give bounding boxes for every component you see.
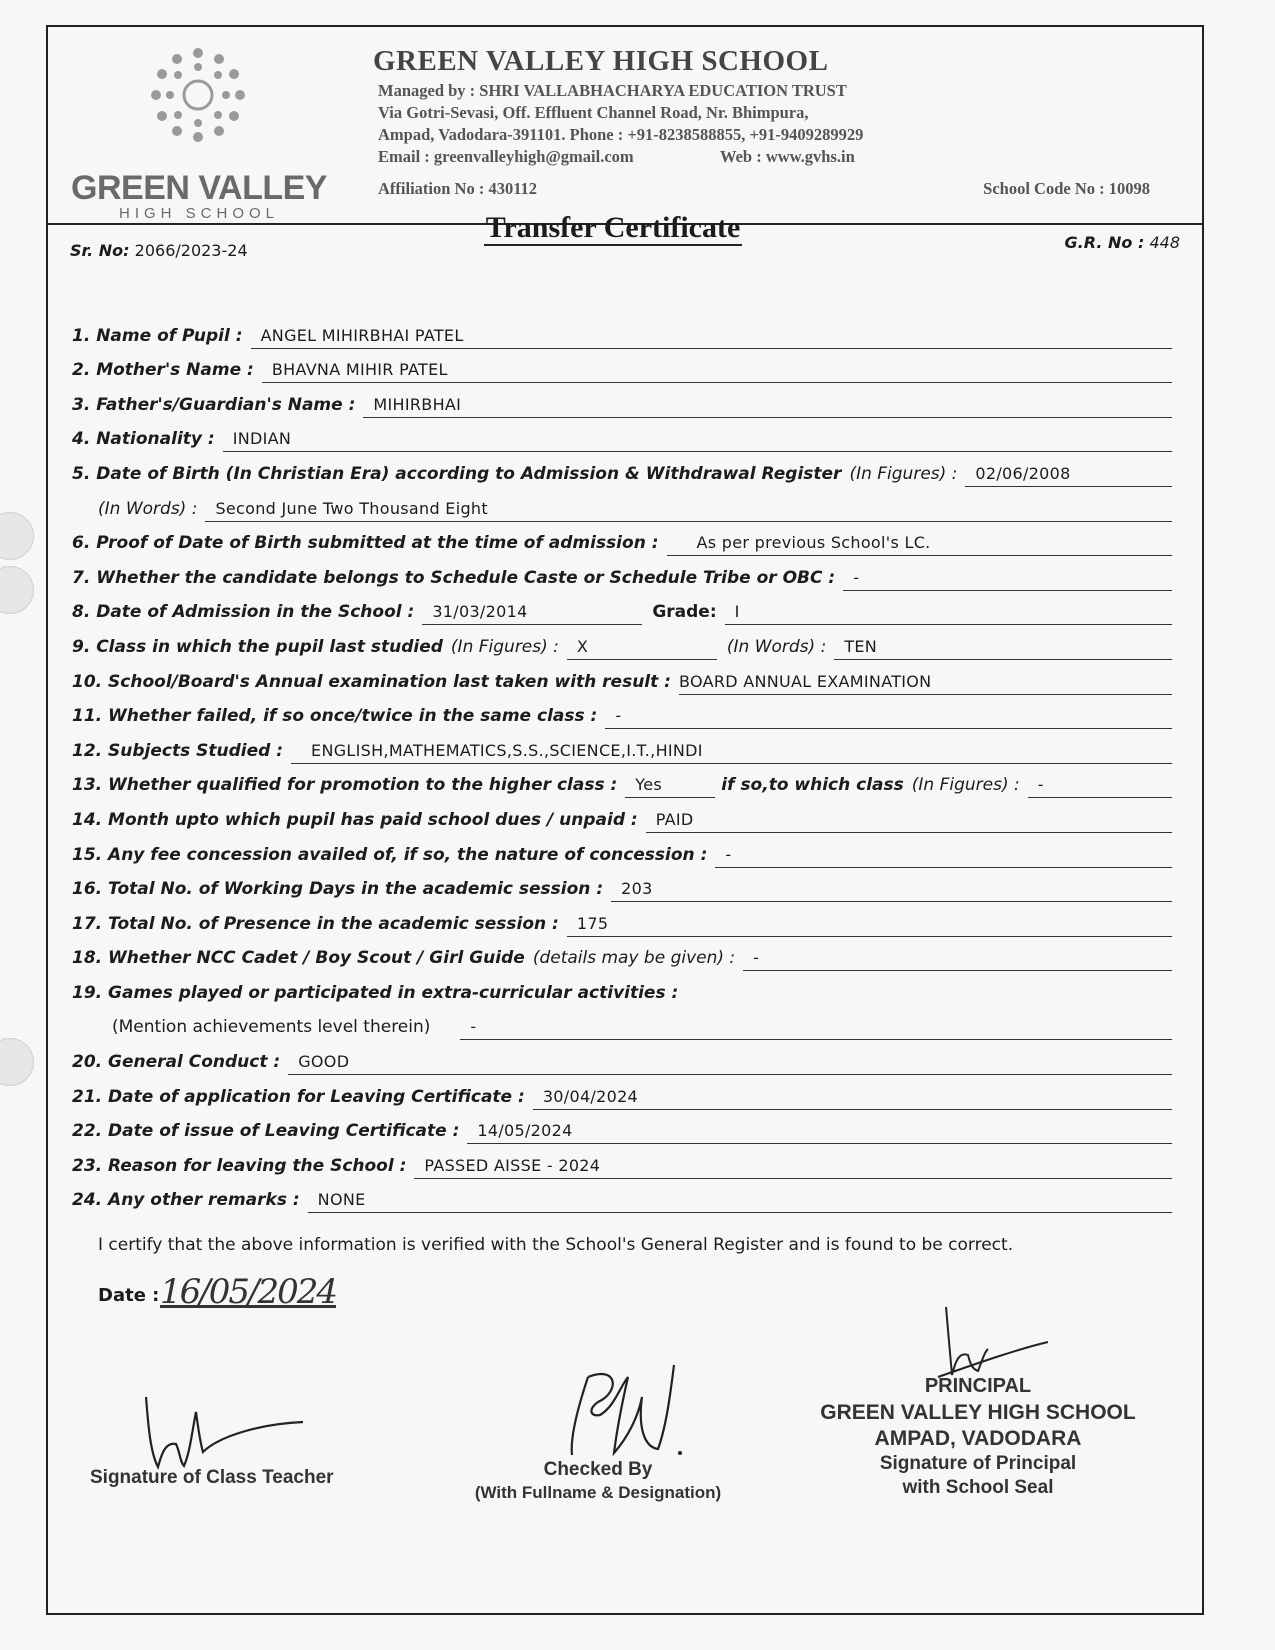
field-label: 9. Class in which the pupil last studied — [72, 636, 443, 657]
field-row — [72, 556, 1172, 591]
checked-by-subtitle: (With Fullname & Designation) — [474, 1483, 722, 1502]
principal-label-seal: with School Seal — [902, 1477, 1054, 1498]
document-title-wrap — [48, 211, 1178, 245]
field-row — [72, 798, 1172, 833]
field-label: 6. Proof of Date of Birth submitted at the time of admission : — [72, 533, 659, 554]
punch-hole — [0, 512, 34, 560]
seal-school-name: GREEN VALLEY HIGH SCHOOL — [820, 1401, 1136, 1424]
field-label: 20. General Conduct : — [72, 1052, 281, 1073]
field-label: 3. Father's/Guardian's Name : — [72, 394, 356, 415]
field-label: 8. Date of Admission in the School : — [72, 602, 415, 623]
certificate-fields — [72, 314, 1172, 1213]
field-label-note: (Mention achievements level therein) — [112, 1017, 431, 1038]
checked-by-signature — [558, 1357, 688, 1467]
field-row — [72, 764, 1172, 799]
field-value: X — [567, 637, 717, 660]
field-label-details: (details may be given) : — [532, 948, 736, 969]
field-label: 23. Reason for leaving the School : — [72, 1155, 407, 1176]
field-value: INDIAN — [223, 429, 1172, 452]
field-value: PASSED AISSE - 2024 — [414, 1156, 1172, 1179]
field-row — [72, 383, 1172, 418]
grade-label: Grade: — [652, 602, 717, 623]
seal-location: AMPAD, VADODARA — [874, 1427, 1082, 1450]
gr-number — [1065, 233, 1180, 252]
field-label-figures: (In Figures) : — [911, 775, 1020, 796]
field-value: GOOD — [288, 1052, 1172, 1075]
field-label: 21. Date of application for Leaving Certificate : — [72, 1086, 525, 1107]
field-row — [72, 1040, 1172, 1075]
field-label: 1. Name of Pupil : — [72, 325, 243, 346]
field-row — [72, 487, 1172, 522]
serial-label: Sr. No: — [70, 241, 130, 260]
field-label: 13. Whether qualified for promotion to the higher class : — [72, 775, 618, 796]
field-row — [72, 660, 1172, 695]
school-logo — [64, 45, 334, 222]
checked-by-label: Checked By — [543, 1459, 653, 1480]
field-row — [72, 695, 1172, 730]
logo-name: GREEN VALLEY — [71, 169, 327, 207]
punch-hole — [0, 1038, 34, 1086]
school-name: GREEN VALLEY HIGH SCHOOL — [373, 45, 829, 77]
principal-signature — [908, 1297, 1058, 1387]
field-row — [72, 314, 1172, 349]
letterhead — [48, 27, 1202, 225]
field-value: - — [605, 706, 1172, 729]
field-label: 14. Month upto which pupil has paid school dues / unpaid : — [72, 809, 638, 830]
field-label-words: (In Words) : — [726, 636, 827, 657]
field-label: 7. Whether the candidate belongs to Schedule Caste or Schedule Tribe or OBC : — [72, 567, 836, 588]
gr-label: G.R. No : — [1064, 233, 1145, 252]
field-value: 203 — [611, 879, 1172, 902]
field-label: 18. Whether NCC Cadet / Boy Scout / Girl Guide — [72, 948, 525, 969]
field-value: As per previous School's LC. — [667, 533, 1172, 556]
field-row — [72, 971, 1172, 1006]
field-row — [72, 1006, 1172, 1041]
field-value: 02/06/2008 — [965, 464, 1172, 487]
field-label: if so,to which class — [721, 775, 904, 796]
field-row — [72, 522, 1172, 557]
logo-subtitle: HIGH SCHOOL — [118, 205, 279, 222]
field-value: PAID — [646, 810, 1172, 833]
field-value: 14/05/2024 — [467, 1121, 1172, 1144]
certification-statement: I certify that the above information is verified with the School's General Register and is found to be correct. — [98, 1235, 1014, 1255]
field-value: NONE — [308, 1190, 1172, 1213]
field-label: 24. Any other remarks : — [72, 1190, 300, 1211]
field-row — [72, 591, 1172, 626]
managed-by: Managed by : SHRI VALLABHACHARYA EDUCATION TRUST — [378, 81, 847, 100]
field-value: Yes — [625, 775, 715, 798]
field-value: - — [460, 1017, 1172, 1040]
grade-value: I — [725, 602, 1172, 625]
field-label: 2. Mother's Name : — [72, 360, 254, 381]
field-row — [72, 418, 1172, 453]
field-row — [72, 868, 1172, 903]
affiliation-number: Affiliation No : 430112 — [378, 179, 538, 198]
seal-principal: PRINCIPAL — [924, 1375, 1032, 1397]
class-teacher-label: Signature of Class Teacher — [90, 1467, 334, 1488]
punch-hole — [0, 566, 34, 614]
flower-emblem-icon — [148, 45, 248, 145]
field-value: BHAVNA MIHIR PATEL — [262, 360, 1172, 383]
field-label: 17. Total No. of Presence in the academic session : — [72, 913, 559, 934]
address-line-1: Via Gotri-Sevasi, Off. Effluent Channel Road, Nr. Bhimpura, — [378, 103, 809, 122]
field-value: - — [715, 845, 1172, 868]
certificate-frame — [46, 25, 1204, 1615]
field-value: ENGLISH,MATHEMATICS,S.S.,SCIENCE,I.T.,HINDI — [291, 741, 1172, 764]
website: Web : www.gvhs.in — [720, 147, 855, 166]
field-label: 4. Nationality : — [72, 429, 215, 450]
handwritten-date: 16/05/2024 — [160, 1272, 336, 1312]
field-value: 31/03/2014 — [422, 602, 642, 625]
field-label-words: (In Words) : — [98, 498, 198, 519]
field-row — [72, 1179, 1172, 1214]
field-row — [72, 729, 1172, 764]
gr-value: 448 — [1149, 233, 1180, 252]
field-row — [72, 833, 1172, 868]
field-value: 175 — [567, 914, 1172, 937]
field-row — [72, 937, 1172, 972]
field-label: 22. Date of issue of Leaving Certificate : — [72, 1121, 460, 1142]
field-label-figures: (In Figures) : — [450, 636, 559, 657]
field-label: 15. Any fee concession availed of, if so, the nature of concession : — [72, 844, 708, 865]
document-title: Transfer Certificate — [485, 211, 741, 244]
date-label: Date : — [98, 1285, 160, 1306]
field-label-figures: (In Figures) : — [849, 463, 958, 484]
field-value: 30/04/2024 — [533, 1087, 1172, 1110]
principal-label: Signature of Principal — [879, 1453, 1077, 1474]
field-row — [72, 902, 1172, 937]
field-value: MIHIRBHAI — [363, 395, 1172, 418]
field-label: 5. Date of Birth (In Christian Era) according to Admission & Withdrawal Register — [72, 463, 842, 484]
field-row — [72, 1075, 1172, 1110]
field-value: BOARD ANNUAL EXAMINATION — [679, 672, 1172, 695]
email: Email : greenvalleyhigh@gmail.com — [378, 147, 634, 166]
field-value: - — [1028, 775, 1172, 798]
field-row — [72, 452, 1172, 487]
field-row — [72, 625, 1172, 660]
address-line-2: Ampad, Vadodara-391101. Phone : +91-8238588855, +91-9409289929 — [378, 125, 864, 144]
field-row — [72, 349, 1172, 384]
field-label: 12. Subjects Studied : — [72, 740, 284, 761]
serial-value: 2066/2023-24 — [134, 241, 248, 260]
field-row — [72, 1144, 1172, 1179]
field-row — [72, 1110, 1172, 1145]
field-label: 11. Whether failed, if so once/twice in the same class : — [72, 706, 598, 727]
school-code: School Code No : 10098 — [983, 179, 1150, 198]
field-value: ANGEL MIHIRBHAI PATEL — [251, 326, 1172, 349]
field-label: 10. School/Board's Annual examination last taken with result : — [72, 671, 671, 692]
field-value: TEN — [834, 637, 1172, 660]
field-label: 19. Games played or participated in extra-curricular activities : — [72, 982, 679, 1003]
field-value: Second June Two Thousand Eight — [205, 499, 1172, 522]
field-label: 16. Total No. of Working Days in the academic session : — [72, 879, 604, 900]
field-value: - — [743, 948, 1172, 971]
field-value: - — [843, 568, 1172, 591]
